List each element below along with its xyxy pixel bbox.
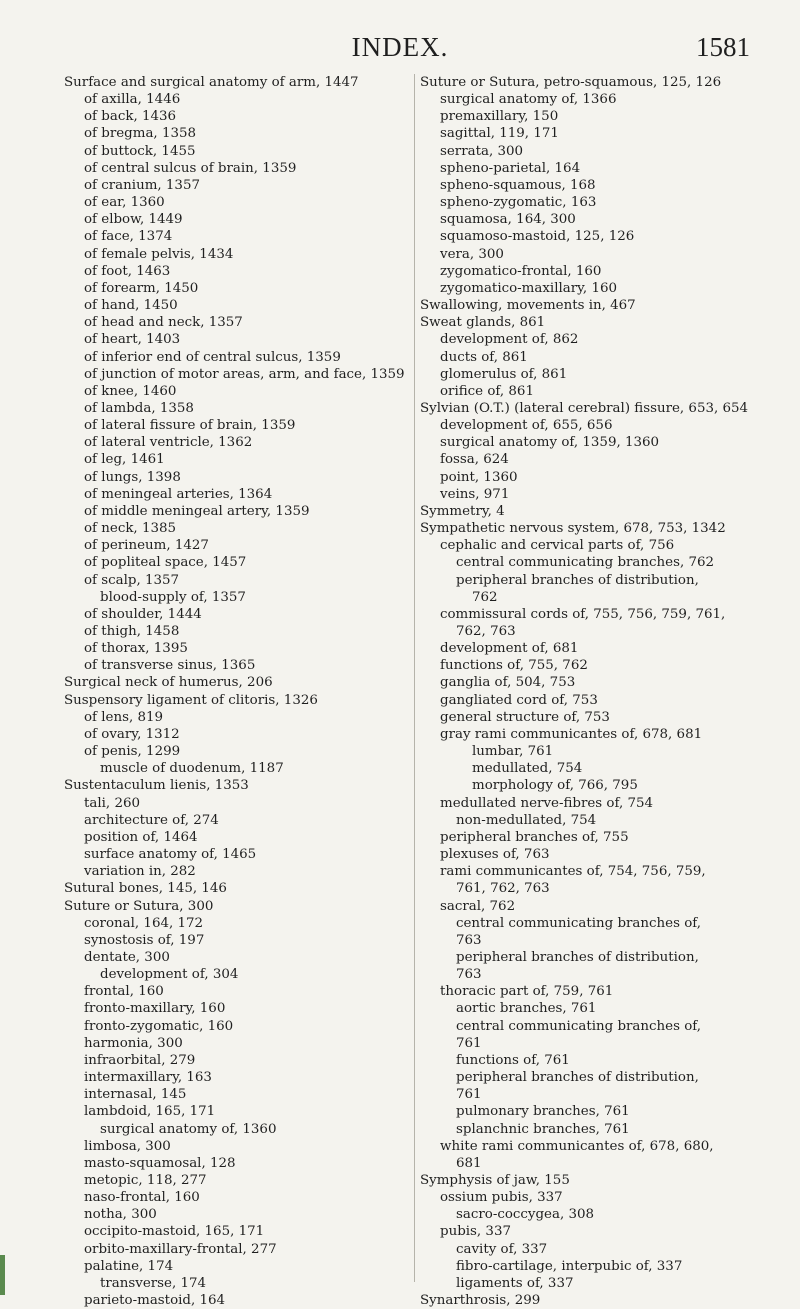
index-entry-sub: of back, 1436 <box>84 109 177 125</box>
index-entry-sub: synostosis of, 197 <box>84 932 205 948</box>
index-entry-sub: development of, 681 <box>440 641 579 657</box>
index-entry-sub: medullated nerve-fibres of, 754 <box>440 795 654 811</box>
index-entry-sub: serrata, 300 <box>440 143 524 159</box>
index-entry-sub: glomerulus of, 861 <box>440 366 568 382</box>
index-entry-sub: of popliteal space, 1457 <box>84 555 247 571</box>
index-entry-sub: variation in, 282 <box>84 864 196 880</box>
index-entry-sub: development of, 304 <box>100 967 239 983</box>
index-entry-sub: gangliated cord of, 753 <box>440 692 598 708</box>
index-entry-sub: of lungs, 1398 <box>84 469 181 485</box>
page-title: INDEX. <box>351 32 449 62</box>
index-entry-sub: of knee, 1460 <box>84 383 177 399</box>
index-entry-sub: cephalic and cervical parts of, 756 <box>440 538 675 554</box>
index-entry-main: Synarthrosis, 299 <box>420 1293 541 1309</box>
index-entry-sub: 763 <box>456 967 482 983</box>
index-entry-sub: plexuses of, 763 <box>440 847 550 863</box>
index-entry-main: Sweat glands, 861 <box>420 315 546 331</box>
index-entry-sub: central communicating branches, 762 <box>456 555 715 571</box>
index-entry-sub: of inferior end of central sulcus, 1359 <box>84 349 341 365</box>
index-entry-sub: veins, 971 <box>440 486 510 502</box>
index-entry-main: Symphysis of jaw, 155 <box>420 1173 570 1188</box>
index-entry-sub: of lens, 819 <box>84 709 164 725</box>
index-entry-sub: sacro-coccygea, 308 <box>456 1207 595 1223</box>
index-column-left <box>64 74 410 1309</box>
index-entry-sub: fossa, 624 <box>440 452 509 468</box>
index-entry-sub: of cranium, 1357 <box>84 177 200 193</box>
index-entry-sub: 762 <box>472 589 498 605</box>
index-entry-sub: ducts of, 861 <box>440 349 528 365</box>
index-entry-sub: pubis, 337 <box>440 1224 511 1240</box>
index-entry-sub: spheno-squamous, 168 <box>440 177 596 193</box>
index-entry-sub: white rami communicantes of, 678, 680, <box>440 1138 714 1154</box>
index-entry-sub: metopic, 118, 277 <box>84 1173 207 1188</box>
index-entry-sub: parieto-mastoid, 164 <box>84 1293 226 1309</box>
index-entry-sub: of lateral ventricle, 1362 <box>84 435 253 451</box>
index-entry-sub: sagittal, 119, 171 <box>440 126 559 142</box>
index-entry-sub: development of, 655, 656 <box>440 418 613 434</box>
index-entry-sub: squamosa, 164, 300 <box>440 212 576 228</box>
index-entry-sub: of thigh, 1458 <box>84 624 180 639</box>
index-entry-sub: occipito-mastoid, 165, 171 <box>84 1224 265 1240</box>
index-entry-sub: harmonia, 300 <box>84 1035 183 1051</box>
index-entry-sub: vera, 300 <box>440 246 504 262</box>
index-entry-sub: cavity of, 337 <box>456 1241 548 1257</box>
index-entry-main: Sylvian (O.T.) (lateral cerebral) fissure, 653, 654 <box>420 400 749 416</box>
index-entry-sub: peripheral branches of distribution, <box>456 949 699 965</box>
index-entry-sub: of heart, 1403 <box>84 332 181 348</box>
index-entry-sub: point, 1360 <box>440 469 518 485</box>
index-entry-sub: of foot, 1463 <box>84 263 171 279</box>
index-entry-sub: thoracic part of, 759, 761 <box>440 984 614 1000</box>
index-entry-sub: of elbow, 1449 <box>84 212 183 228</box>
index-entry-sub: of buttock, 1455 <box>84 143 196 159</box>
index-entry-main: Sustentaculum lienis, 1353 <box>64 778 249 794</box>
index-entry-sub: surface anatomy of, 1465 <box>84 847 257 863</box>
index-entry-sub: of meningeal arteries, 1364 <box>84 486 273 502</box>
index-entry-sub: notha, 300 <box>84 1207 157 1223</box>
index-entry-sub: ganglia of, 504, 753 <box>440 675 576 691</box>
index-entry-sub: infraorbital, 279 <box>84 1052 196 1068</box>
index-entry-sub: morphology of, 766, 795 <box>472 778 638 794</box>
index-entry-sub: fronto-maxillary, 160 <box>84 1001 226 1017</box>
index-entry-sub: central communicating branches of, <box>456 1018 701 1034</box>
index-entry-sub: sacral, 762 <box>440 898 516 914</box>
page-edge-mark <box>0 1255 5 1295</box>
index-entry-sub: orifice of, 861 <box>440 383 534 399</box>
index-entry-main: Sympathetic nervous system, 678, 753, 1342 <box>420 521 726 537</box>
index-entry-sub: muscle of duodenum, 1187 <box>100 761 284 777</box>
index-entry-sub: of transverse sinus, 1365 <box>84 658 256 674</box>
index-entry-main: Suspensory ligament of clitoris, 1326 <box>64 692 318 708</box>
index-entry-sub: intermaxillary, 163 <box>84 1070 212 1086</box>
index-entry-sub: ligaments of, 337 <box>456 1275 574 1291</box>
index-entry-sub: of lambda, 1358 <box>84 400 194 416</box>
index-entry-sub: peripheral branches of, 755 <box>440 829 629 845</box>
index-column-right <box>420 74 766 1309</box>
index-entry-sub: premaxillary, 150 <box>440 109 559 125</box>
index-entry-sub: squamoso-mastoid, 125, 126 <box>440 229 635 245</box>
index-entry-sub: of neck, 1385 <box>84 521 177 537</box>
page-header <box>0 32 800 62</box>
index-entry-sub: medullated, 754 <box>472 761 583 777</box>
index-entry-sub: surgical anatomy of, 1366 <box>440 92 617 108</box>
index-entry-sub: pulmonary branches, 761 <box>456 1104 630 1120</box>
index-entry-sub: of face, 1374 <box>84 229 173 245</box>
index-entry-sub: of leg, 1461 <box>84 452 165 468</box>
index-entry-sub: 761 <box>456 1087 482 1103</box>
index-entry-main: Surgical neck of humerus, 206 <box>64 675 273 691</box>
index-entry-sub: peripheral branches of distribution, <box>456 1070 699 1086</box>
index-entry-sub: palatine, 174 <box>84 1258 174 1274</box>
index-entry-main: Symmetry, 4 <box>420 503 505 519</box>
index-entry-main: Swallowing, movements in, 467 <box>420 298 636 314</box>
index-entry-sub: 761, 762, 763 <box>456 881 550 897</box>
index-entry-sub: surgical anatomy of, 1360 <box>100 1121 277 1137</box>
index-entry-sub: spheno-parietal, 164 <box>440 160 581 176</box>
index-entry-sub: 761 <box>456 1035 482 1051</box>
index-entry-sub: functions of, 755, 762 <box>440 658 588 674</box>
index-entry-sub: of hand, 1450 <box>84 298 178 314</box>
index-entry-sub: zygomatico-frontal, 160 <box>440 263 602 279</box>
index-entry-sub: limbosa, 300 <box>84 1138 171 1154</box>
index-entry-sub: coronal, 164, 172 <box>84 915 204 931</box>
index-entry-sub: 762, 763 <box>456 624 516 639</box>
index-entry-sub: surgical anatomy of, 1359, 1360 <box>440 435 660 451</box>
index-entry-sub: rami communicantes of, 754, 756, 759, <box>440 864 706 880</box>
index-entry-sub: of female pelvis, 1434 <box>84 246 234 262</box>
index-entry-sub: lumbar, 761 <box>472 744 554 760</box>
index-entry-sub: 763 <box>456 932 482 948</box>
index-entry-sub: splanchnic branches, 761 <box>456 1121 630 1137</box>
page-number: 1581 <box>696 32 750 62</box>
index-entry-sub: of middle meningeal artery, 1359 <box>84 503 310 519</box>
index-entry-sub: of ear, 1360 <box>84 195 165 211</box>
index-entry-sub: orbito-maxillary-frontal, 277 <box>84 1241 277 1257</box>
index-entry-sub: development of, 862 <box>440 332 579 348</box>
index-entry-sub: aortic branches, 761 <box>456 1001 597 1017</box>
index-entry-sub: of thorax, 1395 <box>84 641 188 657</box>
index-entry-sub: of head and neck, 1357 <box>84 315 243 331</box>
index-entry-sub: dentate, 300 <box>84 949 170 965</box>
index-entry-sub: of bregma, 1358 <box>84 126 197 142</box>
index-entry-sub: lambdoid, 165, 171 <box>84 1104 216 1120</box>
index-entry-sub: zygomatico-maxillary, 160 <box>440 280 618 296</box>
index-entry-sub: of scalp, 1357 <box>84 572 180 588</box>
index-entry-sub: central communicating branches of, <box>456 915 701 931</box>
index-entry-sub: position of, 1464 <box>84 829 198 845</box>
index-entry-sub: spheno-zygomatic, 163 <box>440 195 597 211</box>
index-entry-sub: peripheral branches of distribution, <box>456 572 699 588</box>
index-entry-sub: naso-frontal, 160 <box>84 1190 200 1206</box>
index-entry-sub: blood-supply of, 1357 <box>100 589 246 605</box>
index-entry-sub: fibro-cartilage, interpubic of, 337 <box>456 1258 683 1274</box>
index-entry-sub: functions of, 761 <box>456 1052 570 1068</box>
index-entry-main: Sutural bones, 145, 146 <box>64 881 227 897</box>
index-entry-sub: general structure of, 753 <box>440 709 610 725</box>
index-entry-sub: internasal, 145 <box>84 1087 187 1103</box>
index-entry-sub: of lateral fissure of brain, 1359 <box>84 418 296 434</box>
index-entry-sub: of axilla, 1446 <box>84 92 181 108</box>
index-entry-main: Suture or Sutura, 300 <box>64 898 214 914</box>
index-entry-sub: ossium pubis, 337 <box>440 1190 563 1206</box>
index-entry-sub: of penis, 1299 <box>84 744 181 760</box>
index-entry-main: Suture or Sutura, petro-squamous, 125, 126 <box>420 75 722 90</box>
index-entry-sub: of perineum, 1427 <box>84 538 209 554</box>
index-entry-main: Surface and surgical anatomy of arm, 1447 <box>64 75 359 90</box>
index-entry-sub: frontal, 160 <box>84 984 164 1000</box>
index-entry-sub: of ovary, 1312 <box>84 726 180 742</box>
index-entry-sub: non-medullated, 754 <box>456 812 597 828</box>
index-entry-sub: tali, 260 <box>84 795 141 811</box>
index-entry-sub: masto-squamosal, 128 <box>84 1155 236 1171</box>
index-entry-sub: fronto-zygomatic, 160 <box>84 1018 234 1034</box>
index-entry-sub: transverse, 174 <box>100 1275 207 1291</box>
index-entry-sub: commissural cords of, 755, 756, 759, 761, <box>440 606 726 622</box>
index-entry-sub: architecture of, 274 <box>84 812 219 828</box>
index-entry-sub: of junction of motor areas, arm, and face, 1359 <box>84 366 405 382</box>
index-entry-sub: of forearm, 1450 <box>84 280 199 296</box>
index-entry-sub: gray rami communicantes of, 678, 681 <box>440 726 703 742</box>
index-entry-sub: 681 <box>456 1155 482 1171</box>
column-divider <box>414 74 415 1282</box>
index-entry-sub: of central sulcus of brain, 1359 <box>84 160 297 176</box>
index-entry-sub: of shoulder, 1444 <box>84 606 202 622</box>
